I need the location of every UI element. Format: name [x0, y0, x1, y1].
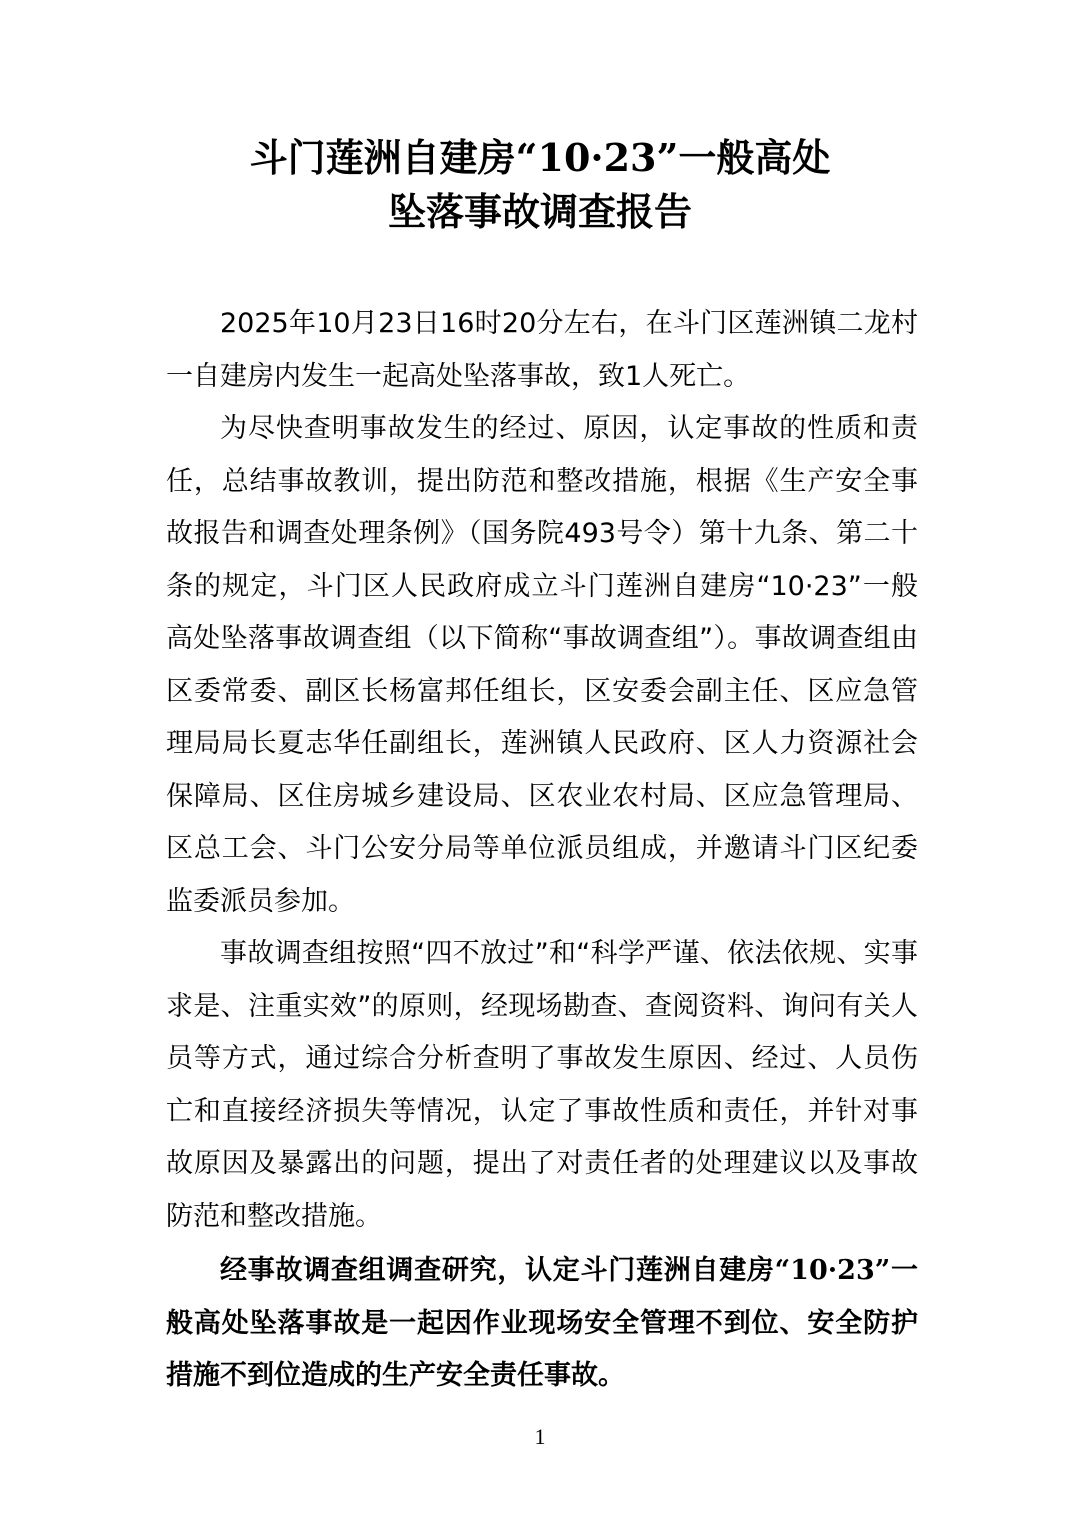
- report-body: [166, 298, 918, 1403]
- page-number: 1: [534, 1424, 546, 1449]
- paragraph-investigation-method: 事故调查组按照“四不放过”和“科学严谨、依法依规、实事求是、注重实效”的原则，经现场勘查、查阅资料、询问有关人员等方式，通过综合分析查明了事故发生原因、经过、人员伤亡和直接经济损失等情况，认定了事故性质和责任，并针对事故原因及暴露出的问题，提出了对责任者的处理建议以及事故防范和整改措施。: [166, 938, 918, 1232]
- report-title-line-2: 坠落事故调查报告: [387, 189, 692, 234]
- report-title-line-1: 斗门莲洲自建房“10·23”一般高处: [249, 135, 831, 180]
- paragraph-conclusion: 经事故调查组调查研究，认定斗门莲洲自建房“10·23”一般高处坠落事故是一起因作业现场安全管理不到位、安全防护措施不到位造成的生产安全责任事故。: [166, 1255, 918, 1391]
- paragraph-investigation-team: 为尽快查明事故发生的经过、原因，认定事故的性质和责任，总结事故教训，提出防范和整改措施，根据《生产安全事故报告和调查处理条例》（国务院493号令）第十九条、第二十条的规定，斗门区人民政府成立斗门莲洲自建房“10·23”一般高处坠落事故调查组（以下简称“事故调查组”）。事故调查组由区委常委、副区长杨富邦任组长，区安委会副主任、区应急管理局局长夏志华任副组长，莲洲镇人民政府、区人力资源社会保障局、区住房城乡建设局、区农业农村局、区应急管理局、区总工会、斗门公安分局等单位派员组成，并邀请斗门区纪委监委派员参加。: [166, 413, 918, 917]
- paragraph-incident-summary: 2025年10月23日16时20分左右，在斗门区莲洲镇二龙村一自建房内发生一起高处坠落事故，致1人死亡。: [166, 308, 918, 392]
